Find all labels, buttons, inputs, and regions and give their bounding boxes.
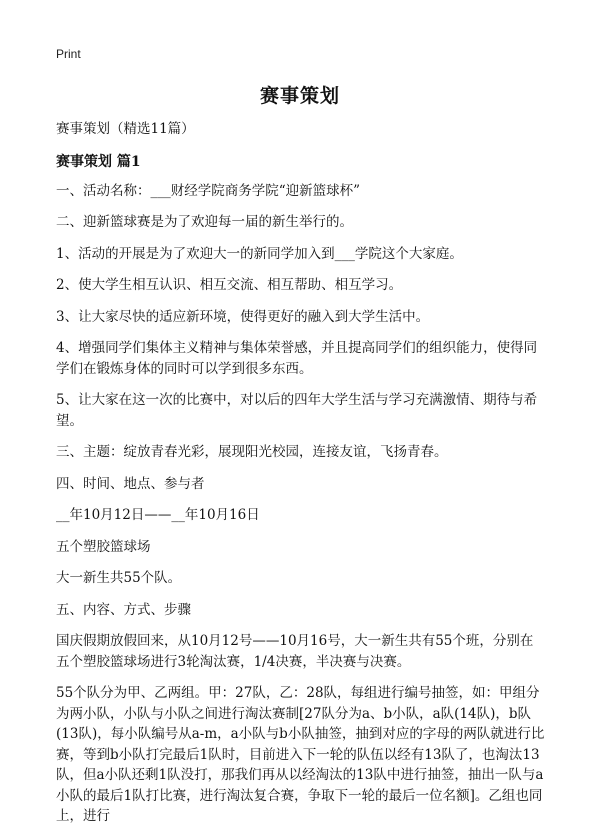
paragraph-point-1: 1、活动的开展是为了欢迎大一的新同学加入到___学院这个大家庭。 — [56, 246, 463, 262]
paragraph-dates: __年10月12日——__年10月16日 — [56, 507, 260, 523]
paragraph-participants: 大一新生共55个队。 — [56, 570, 182, 586]
paragraph-point-3: 3、让大家尽快的适应新环境，使得更好的融入到大学生活中。 — [56, 309, 430, 325]
paragraph-point-5: 5、让大家在这一次的比赛中，对以后的四年大学生活与学习充满激情、期待与希望。 — [56, 392, 538, 429]
paragraph-point-2: 2、使大学生相互认识、相互交流、相互帮助、相互学习。 — [56, 277, 403, 293]
paragraph-grouping: 55个队分为甲、乙两组。甲：27队，乙：28队，每组进行编号抽签，如：甲组分为两小队，小队与小队之间进行淘汰赛制[27队分为a、b小队，a队(14队)，b队(13队)，每小队编号从a-m，a小队与b小队抽签，抽到对应的字母的两队就进行比赛，等到b小队打完最后1队时，目前进入下一轮的队伍以经有13队了，也淘汰13队，但a小队还剩1队没打，那我们再从以经淘汰的13队中进行抽签，抽出一队与a小队的最后1队打比赛，进行淘汰复合赛，争取下一轮的最后一位名额]。乙组也同上，进行 — [56, 685, 545, 824]
print-link[interactable]: Print — [56, 47, 81, 61]
paragraph-venue: 五个塑胶篮球场 — [56, 539, 151, 555]
document-title: 赛事策划 — [259, 85, 340, 107]
paragraph-purpose: 二、迎新篮球赛是为了欢迎每一届的新生举行的。 — [56, 214, 353, 230]
paragraph-schedule: 国庆假期放假回来，从10月12号——10月16号，大一新生共有55个班，分别在五个塑胶篮球场进行3轮淘汰赛，1/4决赛，半决赛与决赛。 — [56, 633, 534, 670]
document-subtitle: 赛事策划（精选11篇） — [56, 121, 195, 137]
paragraph-theme: 三、主题：绽放青春光彩，展现阳光校园，连接友谊，飞扬青春。 — [56, 444, 448, 460]
paragraph-point-4: 4、增强同学们集体主义精神与集体荣誉感，并且提高同学们的组织能力，使得同学们在锻炼身体的同时可以学到很多东西。 — [56, 340, 538, 377]
paragraph-time-place-heading: 四、时间、地点、参与者 — [56, 476, 205, 492]
paragraph-content-heading: 五、内容、方式、步骤 — [56, 602, 191, 618]
section-heading: 赛事策划 篇1 — [56, 154, 141, 170]
paragraph-activity-name: 一、活动名称：___财经学院商务学院“迎新篮球杯” — [56, 183, 361, 199]
